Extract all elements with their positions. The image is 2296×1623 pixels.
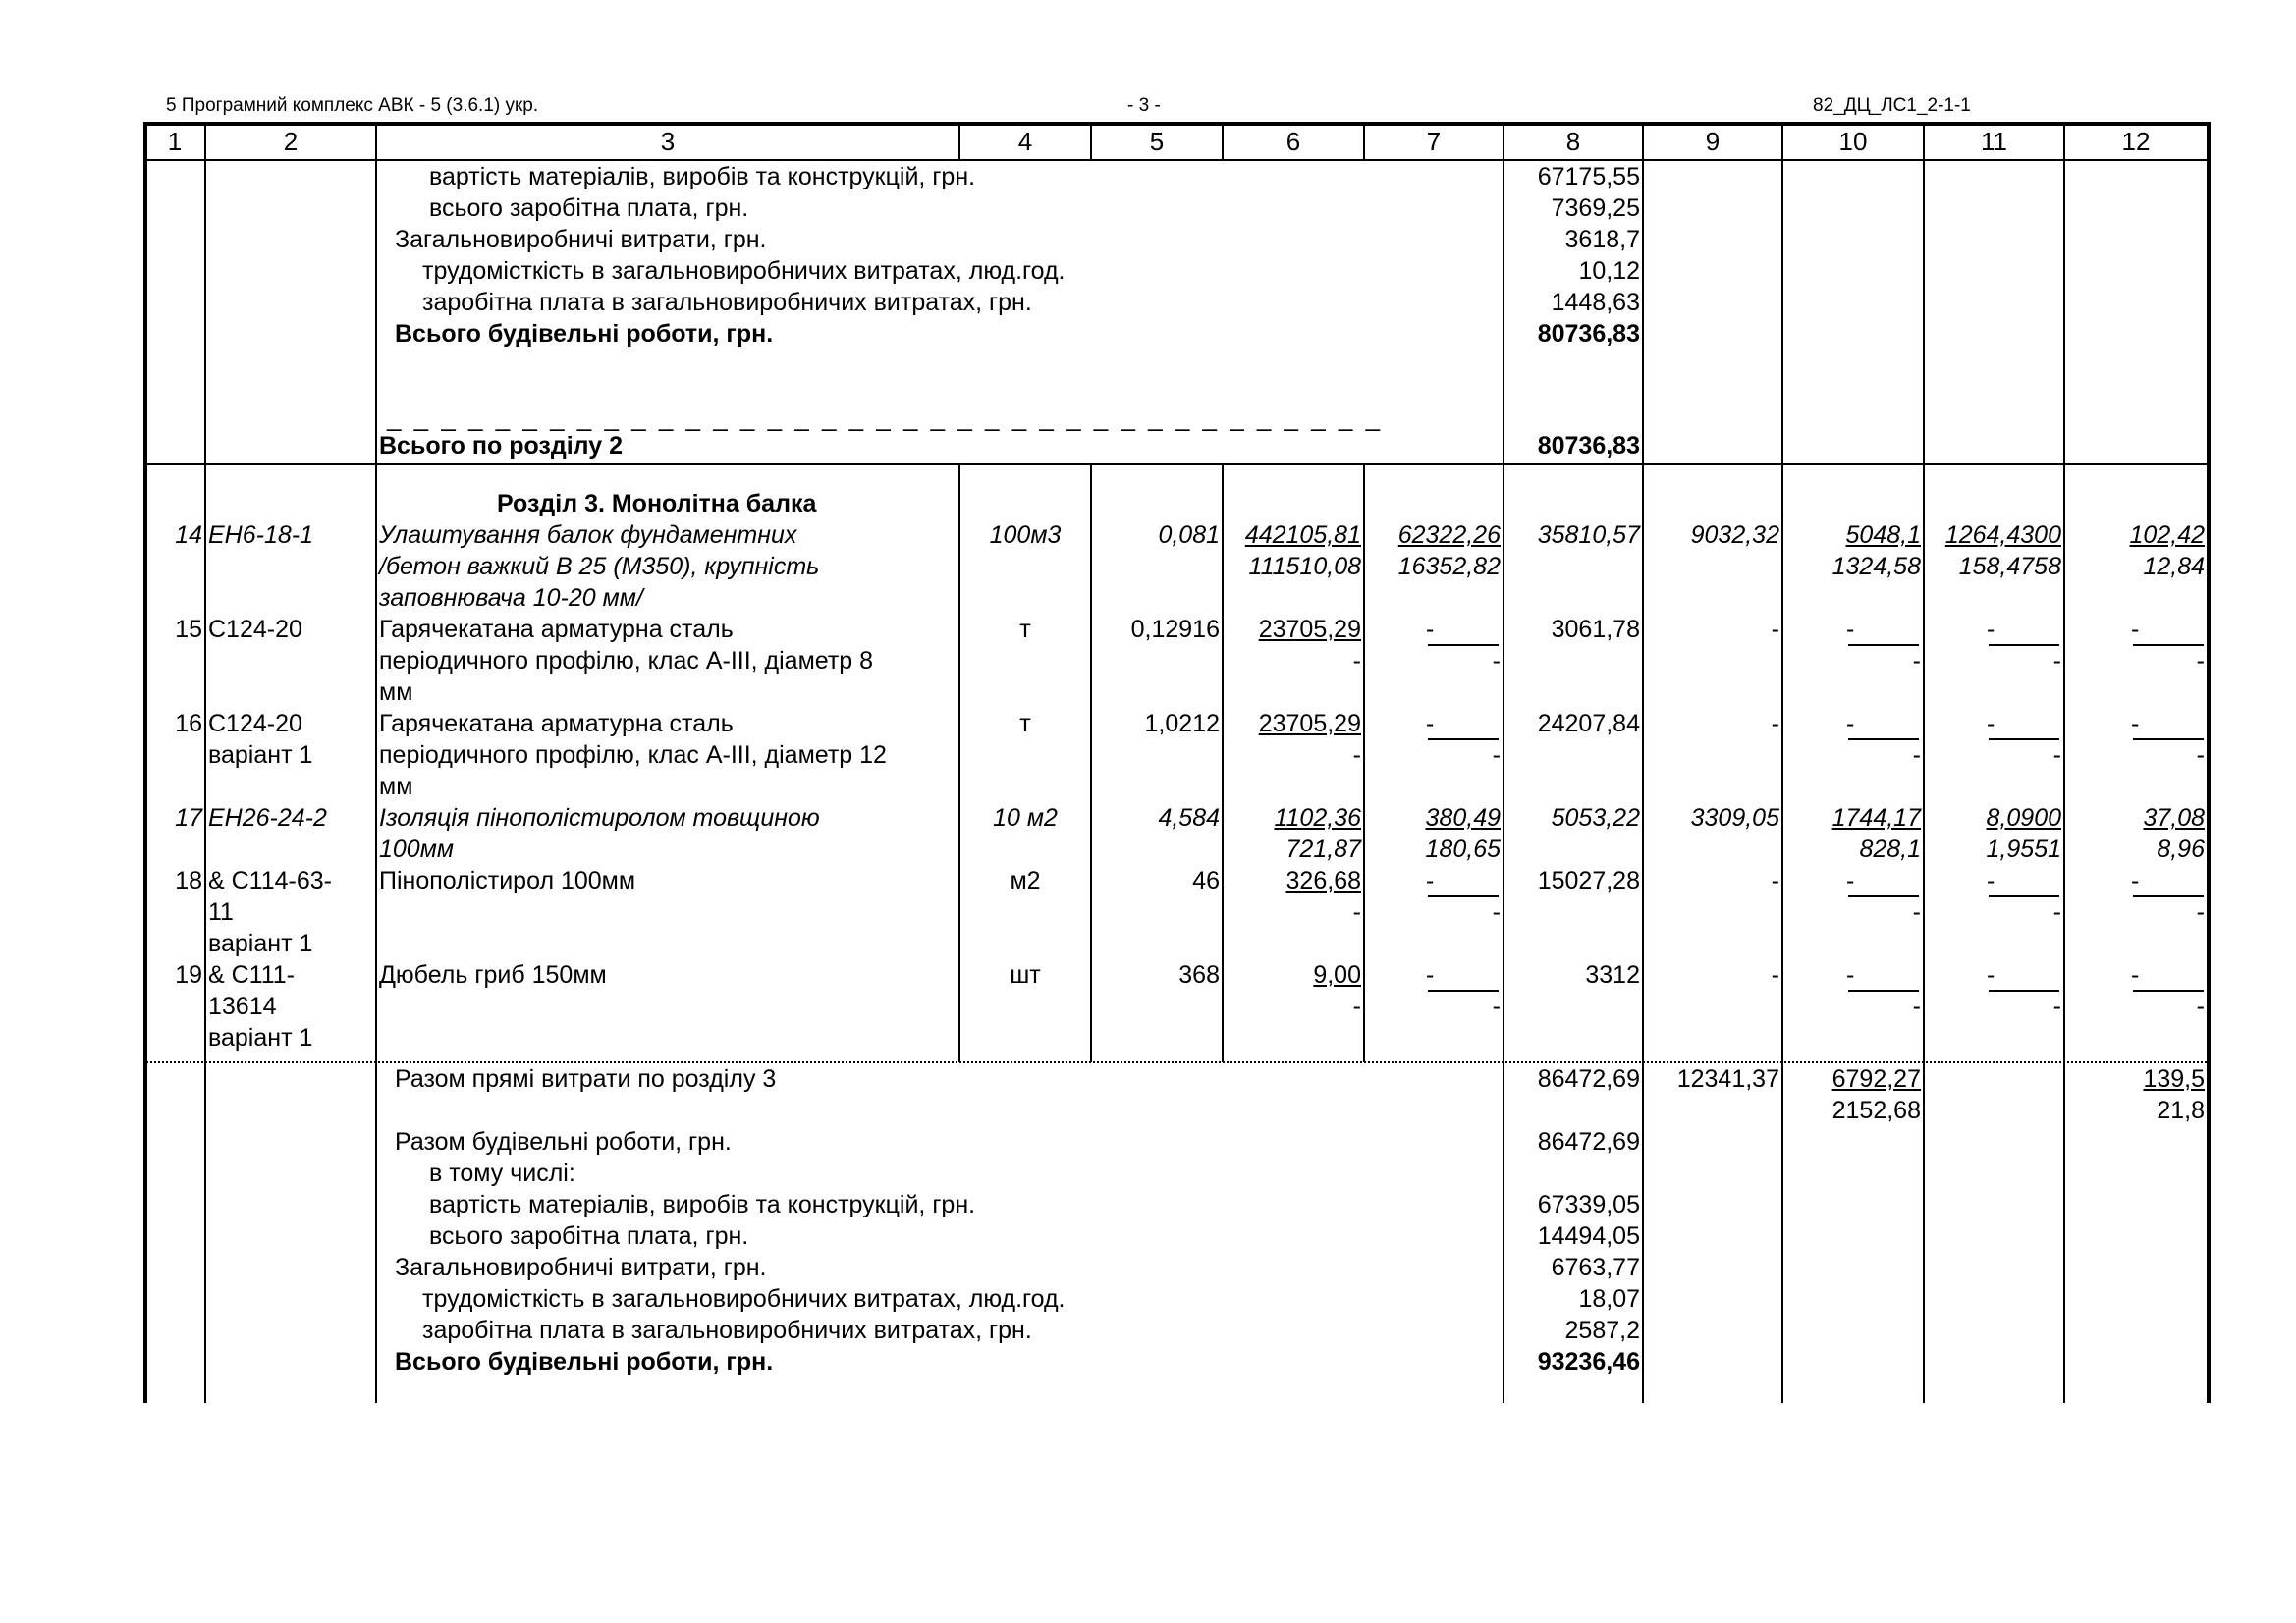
dash-separator: _ _ _ _ _ _ _ _ _ _ _ _ _ _ _ _ _ _ _ _ _ _ _ _ _ _ _ _ _ _ _ _ _ _ _ _ _ (387, 403, 1384, 432)
row-labor-total: - (2131, 616, 2140, 643)
row-machines: - (1426, 961, 1435, 989)
row-labor-unit-mach: - (2052, 741, 2061, 769)
row-code: С124-20 (208, 616, 302, 643)
row-code-variant: варіант 1 (208, 1024, 313, 1052)
row-unit: т (1019, 616, 1031, 643)
row-labor-unit: - (1987, 961, 1995, 989)
row-machines-cost-salary: - (1912, 647, 1921, 675)
row-machines: 62322,26 (1397, 521, 1501, 549)
row-price-total: 23705,29 (1258, 710, 1361, 737)
header-page-number: - 3 - (1127, 95, 1161, 116)
row-price-salary: 721,87 (1285, 836, 1361, 863)
row-price-salary: - (1352, 993, 1361, 1020)
row-desc: Пінополістирол 100мм (379, 867, 636, 894)
row-salary: - (1771, 710, 1779, 737)
row-machines: - (1426, 616, 1435, 643)
col-num-12: 12 (2121, 127, 2151, 156)
row-price-salary: 111510,08 (1248, 553, 1361, 580)
row-price-total: 23705,29 (1258, 616, 1361, 643)
summary-value: 3618,7 (1564, 226, 1640, 253)
row-price-total: 1102,36 (1274, 804, 1361, 832)
row-labor-total-mach: 12,84 (2143, 553, 2205, 580)
row-unit: 10 м2 (993, 804, 1058, 832)
row-labor-unit-mach: 1,9551 (1986, 836, 2061, 863)
row-qty: 46 (1192, 867, 1220, 894)
row-code-variant: варіант 1 (208, 741, 313, 769)
summary-label: трудомісткість в загальновиробничих витратах, люд.год. (422, 257, 1066, 285)
summary-label: вартість матеріалів, виробів та конструкцій, грн. (429, 163, 976, 190)
row-desc: мм (379, 678, 413, 706)
row-labor-total-mach: - (2196, 993, 2205, 1020)
row-num: 19 (175, 961, 202, 989)
summary-value: 2587,2 (1564, 1317, 1640, 1344)
row-num: 16 (175, 710, 202, 737)
row-labor-total-mach: 8,96 (2157, 836, 2205, 863)
direct-costs-labor: 139,5 (2143, 1065, 2205, 1093)
row-machines-cost: - (1846, 961, 1855, 989)
row-machines: - (1426, 867, 1435, 894)
row-price-total: 442105,81 (1244, 521, 1361, 549)
row-num: 14 (175, 521, 202, 549)
row-desc: Ізоляція пінополістиролом товщиною (379, 804, 820, 832)
row-labor-total: 37,08 (2143, 804, 2205, 832)
row-desc: мм (379, 773, 413, 800)
col-num-7: 7 (1426, 127, 1442, 156)
row-machines-salary: - (1492, 898, 1501, 926)
row-unit: шт (1010, 961, 1041, 989)
row-salary: - (1771, 616, 1779, 643)
row-unit: м2 (1010, 867, 1041, 894)
summary-label: заробітна плата в загальновиробничих витратах, грн. (422, 289, 1032, 316)
row-labor-total: - (2131, 710, 2140, 737)
row-qty: 0,081 (1158, 521, 1220, 549)
col-num-3: 3 (660, 127, 676, 156)
summary-label: вартість матеріалів, виробів та конструкцій, грн. (429, 1191, 976, 1218)
row-code-cont: 13614 (208, 993, 277, 1020)
row-desc: Гарячекатана арматурна сталь (379, 616, 734, 643)
col-num-9: 9 (1705, 127, 1721, 156)
row-salary: 3309,05 (1690, 804, 1779, 832)
row-machines: 380,49 (1425, 804, 1501, 832)
summary-value: 67175,55 (1537, 163, 1640, 190)
summary-label: Загальновиробничі витрати, грн. (395, 226, 767, 253)
row-salary: 9032,32 (1690, 521, 1779, 549)
summary-value: 10,12 (1578, 257, 1640, 285)
row-salary: - (1771, 867, 1779, 894)
row-desc: Дюбель гриб 150мм (379, 961, 607, 989)
row-num: 18 (175, 867, 202, 894)
section-total-label: Всього по розділу 2 (379, 432, 623, 460)
row-desc: /бетон важкий В 25 (М350), крупність (379, 553, 820, 580)
row-labor-unit-mach: - (2052, 993, 2061, 1020)
summary-label: заробітна плата в загальновиробничих витратах, грн. (422, 1317, 1032, 1344)
row-machines-cost: - (1846, 867, 1855, 894)
summary-value: 14494,05 (1537, 1222, 1640, 1250)
row-labor-unit-mach: - (2052, 647, 2061, 675)
row-code: & С114-63- (208, 867, 332, 894)
col-num-10: 10 (1838, 127, 1868, 156)
direct-costs-labor-mach: 21,8 (2157, 1097, 2205, 1124)
header-document-code: 82_ДЦ_ЛС1_2-1-1 (1813, 95, 1971, 116)
summary-value: 6763,77 (1551, 1254, 1640, 1281)
direct-costs-machines-salary: 2152,68 (1831, 1097, 1921, 1124)
summary-value: 7369,25 (1551, 194, 1640, 222)
col-num-4: 4 (1017, 127, 1033, 156)
col-divider (1642, 122, 1644, 1403)
row-code: ЕН6-18-1 (208, 521, 313, 549)
direct-costs-total: 86472,69 (1537, 1065, 1640, 1093)
row-desc: періодичного профілю, клас А-ІІІ, діаметр 8 (379, 647, 874, 675)
row-labor-unit-mach: - (2052, 898, 2061, 926)
row-price-total: 326,68 (1285, 867, 1361, 894)
summary-value: 18,07 (1578, 1285, 1640, 1313)
row-labor-total: - (2131, 867, 2140, 894)
col-divider (204, 122, 206, 1403)
row-labor-unit: 1264,4300 (1944, 521, 2061, 549)
row-code-variant: варіант 1 (208, 930, 313, 957)
row-labor-unit: - (1987, 616, 1995, 643)
row-salary: - (1771, 961, 1779, 989)
row-labor-total-mach: - (2196, 741, 2205, 769)
summary-label: Разом будівельні роботи, грн. (395, 1128, 732, 1156)
col-num-8: 8 (1565, 127, 1581, 156)
summary-label: всього заробітна плата, грн. (429, 194, 749, 222)
row-desc: 100мм (379, 836, 454, 863)
row-machines-salary: - (1492, 741, 1501, 769)
row-code: ЕН26-24-2 (208, 804, 327, 832)
row-qty: 368 (1178, 961, 1220, 989)
row-desc: Улаштування балок фундаментних (379, 521, 797, 549)
row-desc: Гарячекатана арматурна сталь (379, 710, 734, 737)
summary-total-value: 93236,46 (1537, 1348, 1640, 1376)
row-machines-cost: - (1846, 616, 1855, 643)
row-machines-cost-salary: - (1912, 741, 1921, 769)
row-price-salary: - (1352, 647, 1361, 675)
section-total-value: 80736,83 (1537, 432, 1640, 460)
section-title: Розділ 3. Монолітна балка (497, 490, 817, 517)
row-machines-cost: 1744,17 (1831, 804, 1921, 832)
row-machines-salary: 16352,82 (1397, 553, 1501, 580)
row-labor-unit: - (1987, 710, 1995, 737)
row-machines-cost-salary: - (1912, 993, 1921, 1020)
row-unit: 100м3 (989, 521, 1062, 549)
row-unit: т (1019, 710, 1031, 737)
row-labor-unit: - (1987, 867, 1995, 894)
row-labor-unit: 8,0900 (1986, 804, 2061, 832)
row-cost-total: 3061,78 (1551, 616, 1640, 643)
col-num-11: 11 (1981, 127, 2007, 156)
row-price-salary: - (1352, 898, 1361, 926)
row-machines: - (1426, 710, 1435, 737)
col-divider (375, 122, 377, 1403)
row-machines-salary: 180,65 (1425, 836, 1501, 863)
row-cost-total: 5053,22 (1551, 804, 1640, 832)
summary-label: в тому числі: (429, 1160, 575, 1187)
row-machines-cost: 5048,1 (1845, 521, 1921, 549)
row-machines-cost-salary: - (1912, 898, 1921, 926)
row-labor-total: 102,42 (2129, 521, 2205, 549)
direct-costs-salary: 12341,37 (1676, 1065, 1779, 1093)
summary-total-value: 80736,83 (1537, 320, 1640, 348)
summary-label: Загальновиробничі витрати, грн. (395, 1254, 767, 1281)
row-desc: періодичного профілю, клас А-ІІІ, діаметр 12 (379, 741, 887, 769)
col-num-1: 1 (167, 127, 183, 156)
col-num-2: 2 (283, 127, 299, 156)
row-code-cont: 11 (208, 898, 234, 926)
row-code: С124-20 (208, 710, 302, 737)
row-desc: заповнювача 10-20 мм/ (379, 584, 643, 612)
row-cost-total: 35810,57 (1537, 521, 1640, 549)
summary-value: 67339,05 (1537, 1191, 1640, 1218)
row-price-salary: - (1352, 741, 1361, 769)
row-labor-total: - (2131, 961, 2140, 989)
row-qty: 1,0212 (1144, 710, 1220, 737)
row-cost-total: 15027,28 (1537, 867, 1640, 894)
summary-value: 1448,63 (1551, 289, 1640, 316)
row-machines-salary: - (1492, 993, 1501, 1020)
summary-total-label: Всього будівельні роботи, грн. (395, 320, 774, 348)
row-machines-cost: - (1846, 710, 1855, 737)
row-cost-total: 24207,84 (1537, 710, 1640, 737)
direct-costs-label: Разом прямі витрати по розділу 3 (395, 1065, 777, 1093)
row-machines-salary: - (1492, 647, 1501, 675)
row-machines-cost-salary: 1324,58 (1831, 553, 1921, 580)
col-num-6: 6 (1285, 127, 1301, 156)
summary-label: трудомісткість в загальновиробничих витратах, люд.год. (422, 1285, 1066, 1313)
row-code: & С111- (208, 961, 296, 989)
row-num: 17 (175, 804, 202, 832)
row-qty: 0,12916 (1130, 616, 1220, 643)
section-divider (143, 463, 2211, 465)
summary-value: 86472,69 (1537, 1128, 1640, 1156)
header-program-name: 5 Програмний комплекс АВК - 5 (3.6.1) укр. (166, 95, 539, 116)
row-labor-unit-mach: 158,4758 (1958, 553, 2061, 580)
summary-total-label: Всього будівельні роботи, грн. (395, 1348, 774, 1376)
direct-costs-machines: 6792,27 (1831, 1065, 1921, 1093)
row-labor-total-mach: - (2196, 647, 2205, 675)
row-num: 15 (175, 616, 202, 643)
row-qty: 4,584 (1158, 804, 1220, 832)
col-num-5: 5 (1149, 127, 1165, 156)
row-machines-cost-salary: 828,1 (1859, 836, 1921, 863)
row-labor-total-mach: - (2196, 898, 2205, 926)
summary-label: всього заробітна плата, грн. (429, 1222, 749, 1250)
row-price-total: 9,00 (1313, 961, 1361, 989)
row-cost-total: 3312 (1585, 961, 1640, 989)
